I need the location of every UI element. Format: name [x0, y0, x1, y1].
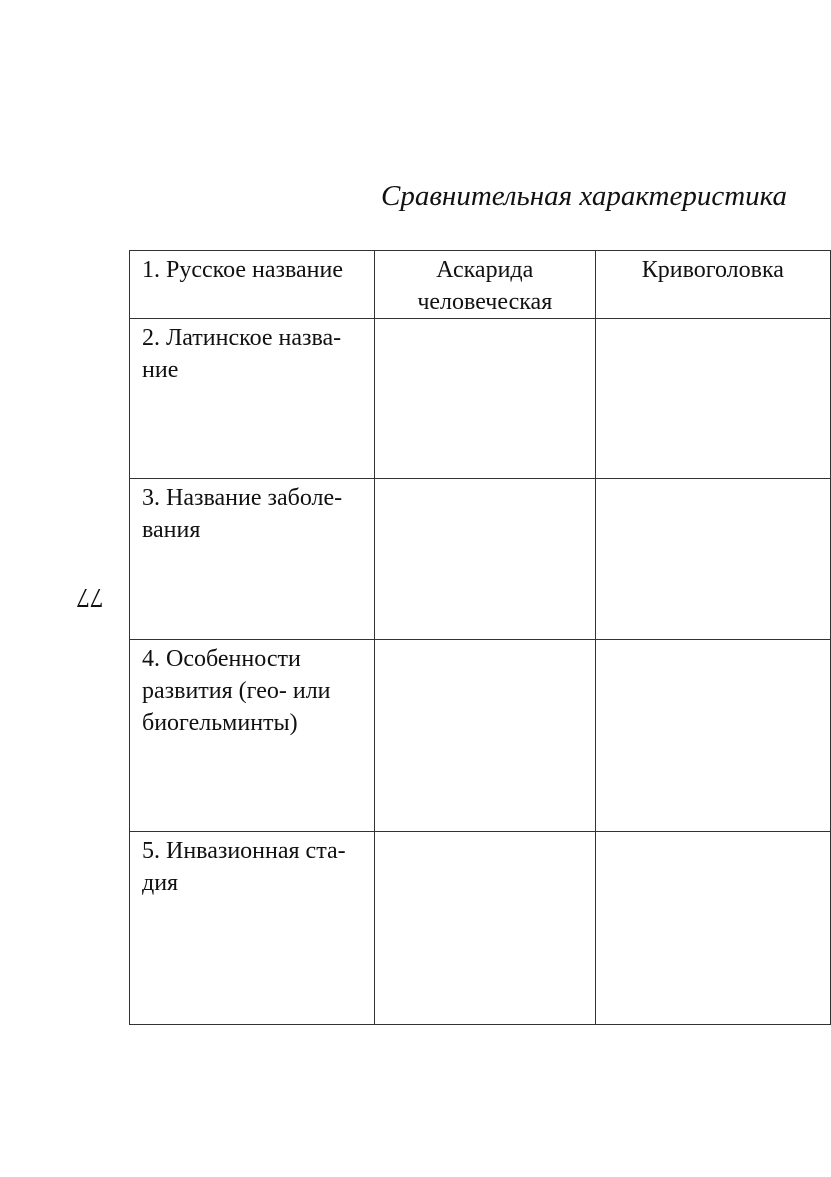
table-row	[130, 319, 831, 479]
row-label: 2. Латинское назва-ние	[130, 319, 375, 479]
page-title: Сравнительная характеристика	[381, 180, 788, 212]
table-row	[130, 479, 831, 640]
page-number: 77	[76, 583, 104, 613]
column-header-ascaris: Аскарида человеческая	[374, 251, 595, 319]
table-cell	[595, 319, 830, 479]
table-cell	[595, 832, 830, 1025]
comparison-table	[129, 250, 831, 1025]
row-label: 1. Русское название	[130, 251, 375, 319]
row-label: 3. Название заболе-вания	[130, 479, 375, 640]
table-cell	[595, 640, 830, 832]
table-cell	[374, 319, 595, 479]
table-cell	[595, 479, 830, 640]
column-header-ancylostoma: Кривоголовка	[595, 251, 830, 319]
table-cell	[374, 832, 595, 1025]
table-cell	[374, 479, 595, 640]
table-row	[130, 640, 831, 832]
row-label: 5. Инвазионная ста-дия	[130, 832, 375, 1025]
row-label: 4. Особенности развития (гео- или биогельминты)	[130, 640, 375, 832]
table-cell	[374, 640, 595, 832]
table-row	[130, 832, 831, 1025]
table-row	[130, 251, 831, 319]
